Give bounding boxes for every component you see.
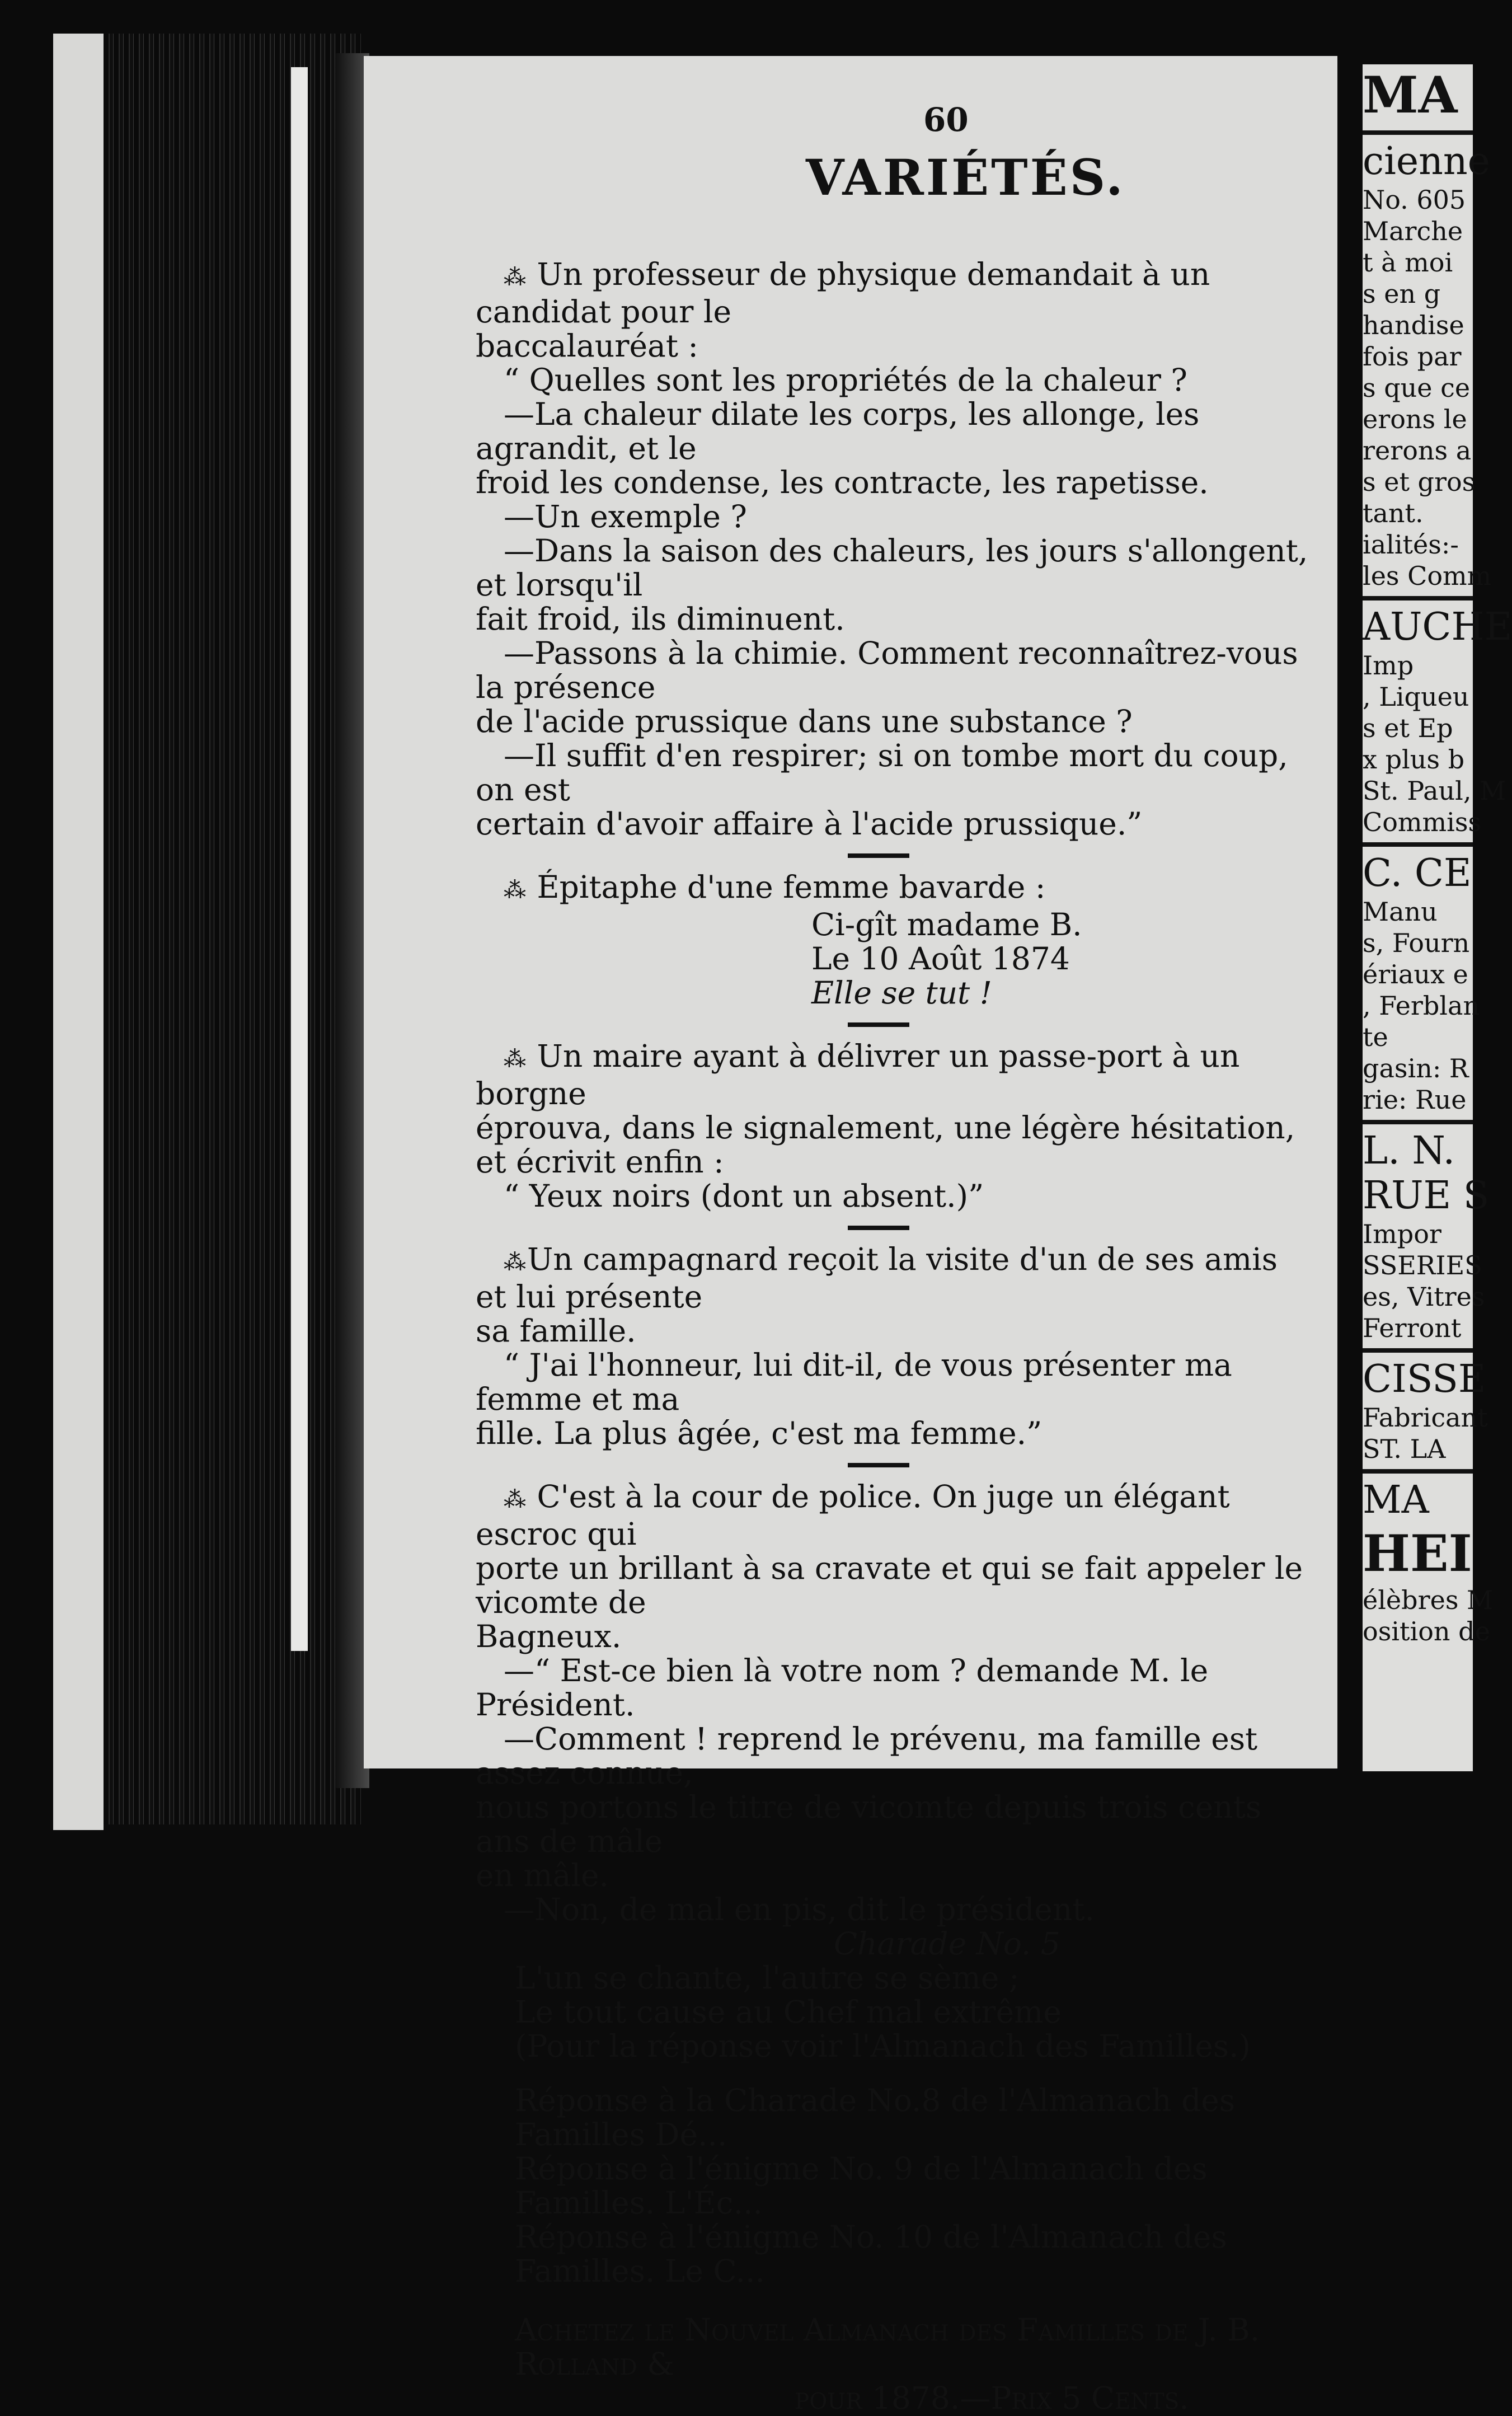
adjacent-page-line: s et gros bbox=[1363, 467, 1476, 497]
paragraph-line: certain d'avoir affaire à l'acide prussique.” bbox=[476, 806, 1143, 842]
charade-line: Le tout cause au Chef mal extrême bbox=[515, 1994, 1062, 2030]
advert-block bbox=[476, 2313, 1315, 2415]
paragraph-line: —Passons à la chimie. Comment reconnaîtrez-vous la présence bbox=[476, 635, 1298, 705]
adjacent-page-line: tant. bbox=[1363, 498, 1424, 528]
adjacent-page-line: s et Ep bbox=[1363, 713, 1453, 743]
adjacent-page-line: AUCHE bbox=[1363, 605, 1512, 649]
paragraph-line: “ Yeux noirs (dont un absent.)” bbox=[504, 1178, 984, 1214]
adjacent-page-line: s en g bbox=[1363, 279, 1441, 309]
page-content bbox=[476, 257, 1315, 2415]
paragraph-line: —Non, de mal en pis, dit le président. bbox=[504, 1892, 1095, 1927]
answer-line: Réponse à la Charade No.8 de l'Almanach des Familles Dé... bbox=[515, 2082, 1236, 2152]
book-page bbox=[364, 56, 1337, 2416]
adjacent-page-line: HEI bbox=[1363, 1524, 1472, 1583]
paragraph-line: fait froid, ils diminuent. bbox=[476, 601, 845, 637]
section-divider bbox=[848, 853, 909, 858]
adjacent-page-line: ST. LA bbox=[1363, 1434, 1446, 1464]
adjacent-page-line: x plus b bbox=[1363, 744, 1465, 775]
paragraph-line: Bagneux. bbox=[476, 1619, 622, 1654]
adjacent-page-line: s que ce bbox=[1363, 373, 1471, 403]
page-edge-highlight bbox=[291, 67, 308, 1651]
adjacent-page bbox=[1363, 64, 1512, 1771]
paragraph-line: —Comment ! reprend le prévenu, ma famille est assez connue, bbox=[476, 1721, 1258, 1791]
charade-title: Charade No. 5 bbox=[834, 1926, 1060, 1962]
paragraph-line: —La chaleur dilate les corps, les allonge, les agrandit, et le bbox=[476, 396, 1200, 466]
adjacent-page-line: élèbres M bbox=[1363, 1585, 1494, 1615]
paragraph-line: ⁂ C'est à la cour de police. On juge un élégant escroc qui bbox=[476, 1479, 1230, 1552]
section-divider bbox=[848, 1022, 909, 1027]
paragraph-line: froid les condense, les contracte, les rapetisse. bbox=[476, 465, 1209, 500]
adjacent-page-line: St. Paul, M bbox=[1363, 776, 1506, 806]
adjacent-page-line: ériaux e bbox=[1363, 959, 1468, 989]
adjacent-page-line: te bbox=[1363, 1022, 1388, 1052]
paragraph-line: en mâle. bbox=[476, 1857, 609, 1893]
section-divider bbox=[848, 1463, 909, 1467]
answers-block bbox=[476, 2084, 1315, 2288]
adjacent-page-line: C. CE bbox=[1363, 851, 1472, 895]
asterism-icon: ⁂ bbox=[504, 1047, 527, 1072]
adjacent-page-line: SSERIES bbox=[1363, 1250, 1482, 1280]
adjacent-page-line: rerons a bbox=[1363, 435, 1472, 466]
adjacent-page-line: s, Fourn bbox=[1363, 928, 1470, 958]
answer-line: Réponse à l'énigme No. 10 de l'Almanach des Familles. Le C... bbox=[515, 2219, 1227, 2289]
paragraph-line: éprouva, dans le signalement, une légère hésitation, et écrivit enfin : bbox=[476, 1110, 1295, 1180]
adjacent-page-line: ialités:- bbox=[1363, 529, 1459, 560]
adjacent-page-line: fois par bbox=[1363, 341, 1462, 372]
paragraph-line: baccalauréat : bbox=[476, 328, 698, 364]
epitaph-heading: ⁂ Épitaphe d'une femme bavarde : bbox=[504, 869, 1046, 905]
adjacent-page-line: , Ferblan bbox=[1363, 991, 1480, 1021]
adjacent-page-line: t à moi bbox=[1363, 247, 1453, 278]
adjacent-page-line: erons le bbox=[1363, 404, 1467, 434]
adjacent-page-rule bbox=[1363, 1348, 1473, 1353]
adjacent-page-line: RUE S bbox=[1363, 1174, 1490, 1218]
adjacent-page-line: L. N. bbox=[1363, 1129, 1455, 1173]
adjacent-page-line: rie: Rue bbox=[1363, 1085, 1467, 1115]
paragraph-line: de l'acide prussique dans une substance ? bbox=[476, 703, 1133, 739]
adjacent-page-rule bbox=[1363, 842, 1473, 847]
book-page-edges bbox=[104, 34, 361, 1824]
adjacent-page-line: MA bbox=[1363, 1478, 1429, 1522]
advert-line: Achetez le Nouvel Almanach des Familles de J. B. Rolland & bbox=[515, 2312, 1260, 2382]
paragraph-line: fille. La plus âgée, c'est ma femme.” bbox=[476, 1415, 1043, 1451]
asterism-icon: ⁂ bbox=[504, 1250, 527, 1275]
paragraph-line: “ Quelles sont les propriétés de la chaleur ? bbox=[504, 362, 1187, 398]
adjacent-page-line: Impor bbox=[1363, 1219, 1441, 1249]
adjacent-page-line: les Comm bbox=[1363, 561, 1492, 591]
adjacent-page-line: Imp bbox=[1363, 650, 1414, 681]
paragraph-line: ⁂Un campagnard reçoit la visite d'un de ses amis et lui présente bbox=[476, 1241, 1278, 1315]
epitaph-line: Elle se tut ! bbox=[811, 975, 992, 1011]
paragraph-line: —Dans la saison des chaleurs, les jours s'allongent, et lorsqu'il bbox=[476, 533, 1308, 603]
asterism-icon: ⁂ bbox=[504, 1487, 527, 1513]
paragraph-line: —Un exemple ? bbox=[504, 499, 747, 534]
adjacent-page-line: Ferront bbox=[1363, 1313, 1462, 1343]
paragraph-line: “ J'ai l'honneur, lui dit-il, de vous présenter ma femme et ma bbox=[476, 1347, 1232, 1417]
paragraph-line: porte un brillant à sa cravate et qui se fait appeler le vicomte de bbox=[476, 1550, 1303, 1620]
adjacent-page-line: MA bbox=[1363, 65, 1458, 125]
adjacent-page-line: osition de bbox=[1363, 1616, 1490, 1646]
adjacent-page-line: CISSE bbox=[1363, 1357, 1486, 1401]
adjacent-page-line: Marche bbox=[1363, 216, 1463, 246]
adjacent-page-line: , Liqueu bbox=[1363, 682, 1469, 712]
adjacent-page-rule bbox=[1363, 596, 1473, 601]
section-divider bbox=[848, 1226, 909, 1230]
epitaph-line: Le 10 Août 1874 bbox=[811, 941, 1070, 977]
page-edge-strip bbox=[53, 34, 104, 1830]
adjacent-page-line: No. 605 bbox=[1363, 185, 1466, 215]
answer-line: Réponse à l'énigme No. 9 de l'Almanach des Familles. L'Éc... bbox=[515, 2151, 1208, 2221]
asterism-icon: ⁂ bbox=[504, 878, 527, 903]
charade-line: L'un se chante, l'autre se sème ; bbox=[515, 1960, 1020, 1996]
paragraph-line: ⁂ Un professeur de physique demandait à un candidat pour le bbox=[476, 256, 1210, 330]
charade-line: (Pour la réponse voir l'Almanach des Familles.) bbox=[515, 2028, 1251, 2064]
paragraph-line: nous portons le titre de vicomte depuis trois cents ans de mâle bbox=[476, 1789, 1262, 1859]
adjacent-page-line: Fabricant bbox=[1363, 1402, 1488, 1433]
adjacent-page-rule bbox=[1363, 1469, 1473, 1474]
page-title: VARIÉTÉS. bbox=[806, 148, 1125, 207]
adjacent-page-line: Manu bbox=[1363, 897, 1438, 927]
paragraph-line: ⁂ Un maire ayant à délivrer un passe-port à un borgne bbox=[476, 1038, 1240, 1111]
advert-line: pour 1878.—Prix 5 Cents. bbox=[795, 2380, 1189, 2416]
epitaph-line: Ci-gît madame B. bbox=[811, 907, 1082, 942]
adjacent-page-line: Commiss bbox=[1363, 807, 1482, 837]
adjacent-page-line: es, Vitres bbox=[1363, 1282, 1485, 1312]
adjacent-page-rule bbox=[1363, 1120, 1473, 1124]
asterism-icon: ⁂ bbox=[504, 265, 527, 290]
adjacent-page-line: cienne bbox=[1363, 139, 1490, 184]
paragraph-line: —“ Est-ce bien là votre nom ? demande M. le Président. bbox=[476, 1653, 1209, 1723]
adjacent-page-rule bbox=[1363, 130, 1473, 135]
page-number: 60 bbox=[923, 101, 969, 139]
adjacent-page-line: gasin: R bbox=[1363, 1053, 1469, 1083]
paragraph-line: sa famille. bbox=[476, 1313, 636, 1349]
paragraph-line: —Il suffit d'en respirer; si on tombe mort du coup, on est bbox=[476, 738, 1288, 808]
adjacent-page-line: handise bbox=[1363, 310, 1464, 340]
